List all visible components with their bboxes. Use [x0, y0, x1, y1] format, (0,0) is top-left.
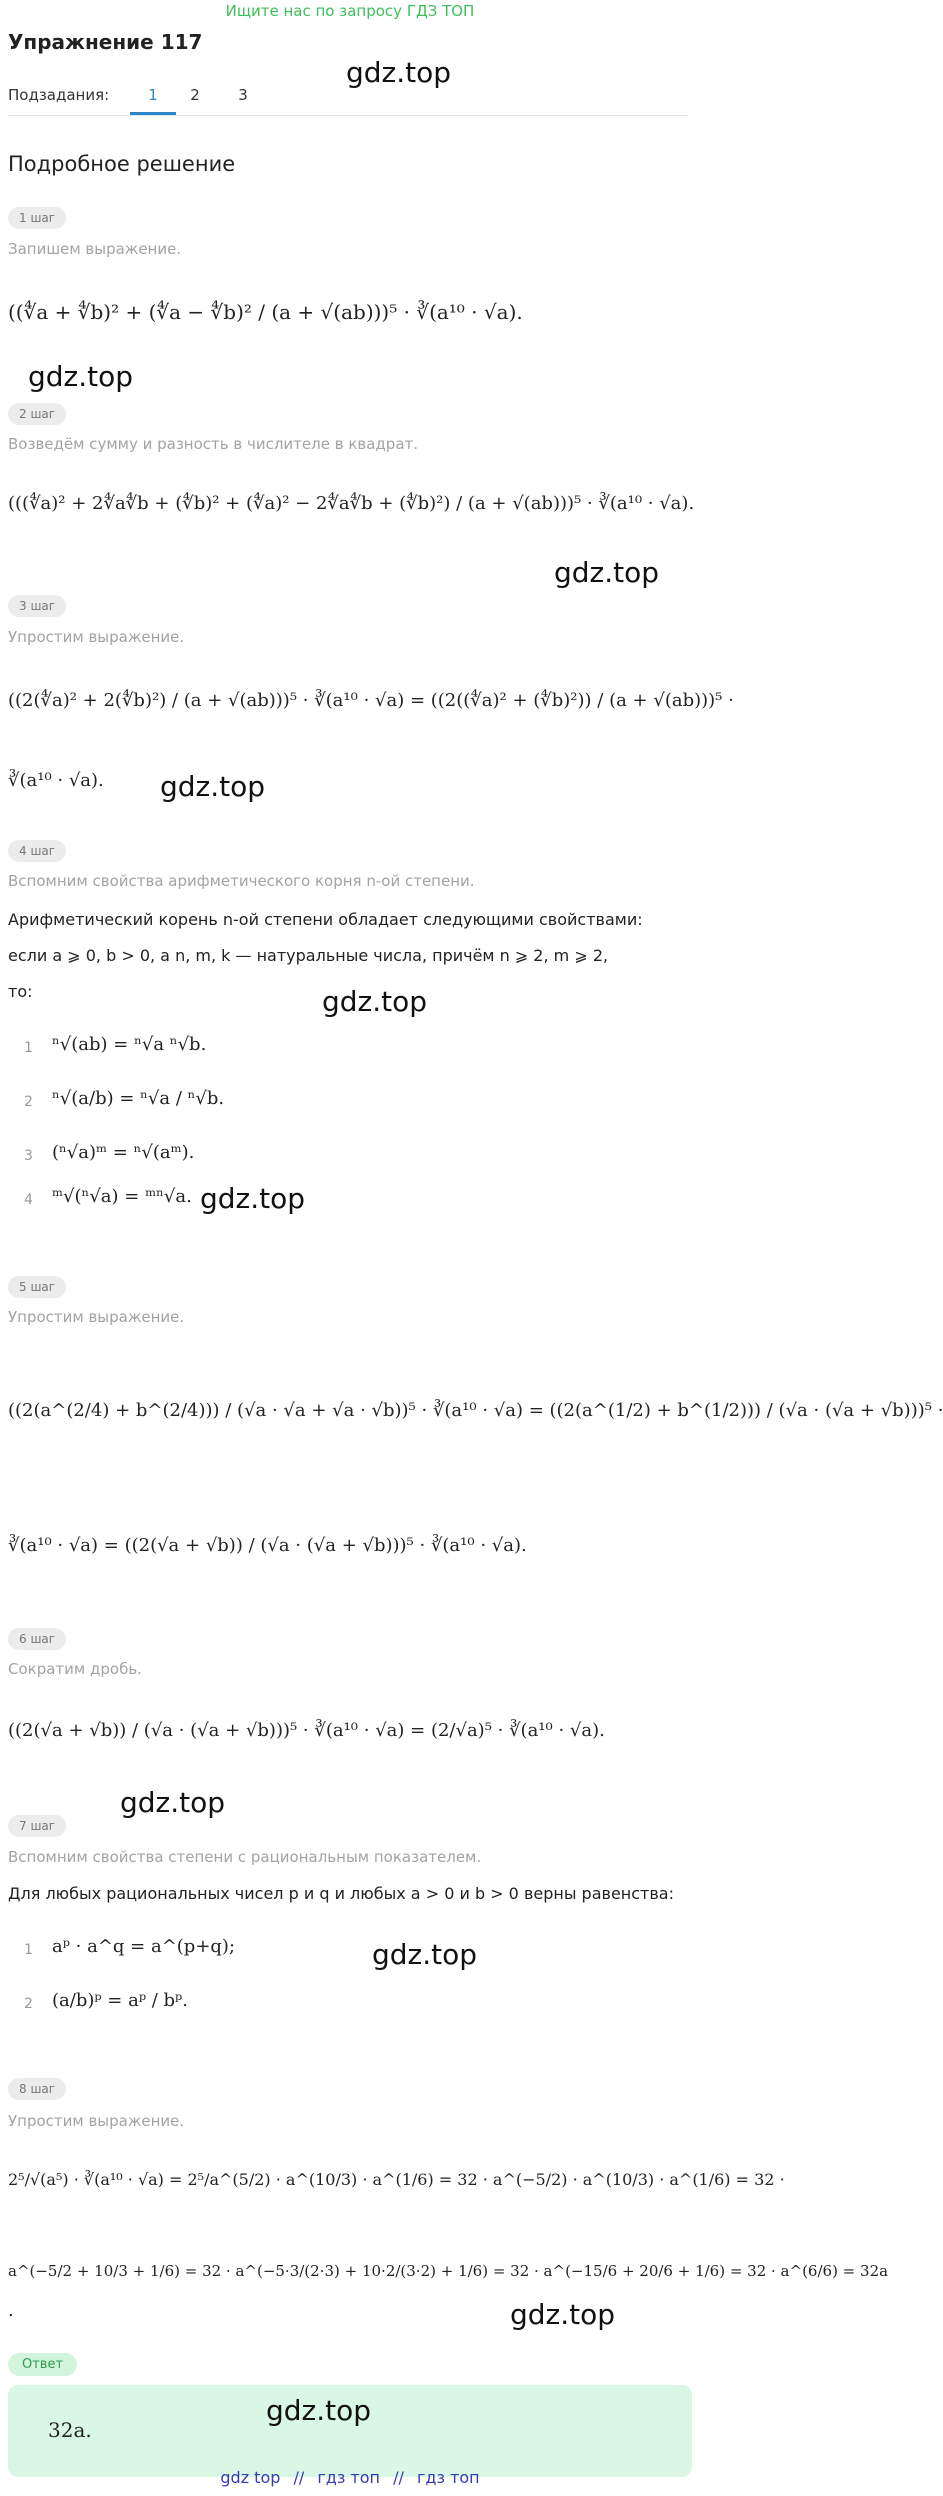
top-banner[interactable]: Ищите нас по запросу ГДЗ ТОП — [225, 2, 475, 20]
answer-badge: Ответ — [8, 2353, 77, 2376]
watermark: gdz.top — [28, 360, 134, 393]
watermark: gdz.top — [160, 770, 266, 803]
step-badge-4: 4 шаг — [8, 840, 66, 862]
footer-links — [0, 2468, 700, 2487]
property-number-3: 3 — [24, 1148, 33, 1164]
subtasks-label: Подзадания: — [8, 86, 110, 104]
footer-separator: // — [293, 2468, 305, 2487]
root-property-2: ⁿ√(a/b) = ⁿ√a / ⁿ√b. — [52, 1088, 225, 1109]
footer-link-1[interactable]: gdz top — [220, 2468, 281, 2487]
step-formula-5: ((2(a^(2/4) + b^(2/4))) / (√a · √a + √a · √b))⁵ · ∛(a¹⁰ · √a) = ((2(a^(1/2) + b^(1/2))) / (√a · (√a + √b)))⁵ · — [8, 1400, 943, 1421]
answer-value: 32a. — [48, 2418, 92, 2442]
step-caption-5: Упростим выражение. — [8, 1308, 185, 1326]
step-formula-3: ((2(∜a)² + 2(∜b)²) / (a + √(ab)))⁵ · ∛(a¹⁰ · √a) = ((2((∜a)² + (∜b)²)) / (a + √(ab)))⁵ · — [8, 690, 734, 711]
watermark: gdz.top — [322, 985, 428, 1018]
step-text-7: Для любых рациональных чисел p и q и любых a > 0 и b > 0 верны равенства: — [8, 1884, 674, 1903]
watermark: gdz.top — [346, 56, 452, 89]
exercise-title: Упражнение 117 — [8, 30, 203, 54]
step-badge-3: 3 шаг — [8, 595, 66, 617]
step-text-4c: то: — [8, 982, 33, 1001]
watermark: gdz.top — [554, 556, 660, 589]
step-badge-6: 6 шаг — [8, 1628, 66, 1650]
footer-link-3[interactable]: гдз топ — [416, 2468, 480, 2487]
power-property-2: (a/b)ᵖ = aᵖ / bᵖ. — [52, 1990, 188, 2011]
subtask-tab-1[interactable]: 1 — [148, 86, 158, 104]
step-formula-2: (((∜a)² + 2∜a∜b + (∜b)² + (∜a)² − 2∜a∜b + (∜b)²) / (a + √(ab)))⁵ · ∛(a¹⁰ · √a). — [8, 493, 695, 514]
step-formula-1: ((∜a + ∜b)² + (∜a − ∜b)² / (a + √(ab)))⁵ · ∛(a¹⁰ · √a). — [8, 300, 523, 324]
power-property-1: aᵖ · a^q = a^(p+q); — [52, 1936, 236, 1957]
watermark: gdz.top — [200, 1182, 306, 1215]
root-property-1: ⁿ√(ab) = ⁿ√a ⁿ√b. — [52, 1034, 207, 1055]
step-caption-6: Сократим дробь. — [8, 1660, 142, 1678]
step-caption-4: Вспомним свойства арифметического корня n-ой степени. — [8, 872, 475, 890]
footer-link-2[interactable]: гдз топ — [317, 2468, 380, 2487]
property-number-1: 1 — [24, 1040, 33, 1056]
property-number-4: 4 — [24, 1192, 33, 1208]
step-caption-8: Упростим выражение. — [8, 2112, 185, 2130]
step-badge-1: 1 шаг — [8, 207, 66, 229]
watermark: gdz.top — [372, 1938, 478, 1971]
subtask-tab-3[interactable]: 3 — [238, 86, 248, 104]
step-formula-5-cont: ∛(a¹⁰ · √a) = ((2(√a + √b)) / (√a · (√a + √b)))⁵ · ∛(a¹⁰ · √a). — [8, 1535, 527, 1556]
step-formula-8-end: . — [8, 2300, 14, 2321]
property-number-2: 2 — [24, 1094, 33, 1110]
property-number-2: 2 — [24, 1996, 33, 2012]
step-badge-7: 7 шаг — [8, 1815, 66, 1837]
property-number-1: 1 — [24, 1942, 33, 1958]
step-formula-8-cont: a^(−5/2 + 10/3 + 1/6) = 32 · a^(−5·3/(2·3) + 10·2/(3·2) + 1/6) = 32 · a^(−15/6 + 20/6 + 1/6) = 32 · a^(6/6) = 32a — [8, 2262, 889, 2280]
subtask-tab-2[interactable]: 2 — [190, 86, 200, 104]
watermark: gdz.top — [510, 2298, 616, 2331]
step-text-4b: если a ⩾ 0, b > 0, а n, m, k — натуральные числа, причём n ⩾ 2, m ⩾ 2, — [8, 946, 609, 965]
step-text-4a: Арифметический корень n-ой степени обладает следующими свойствами: — [8, 910, 643, 929]
step-caption-1: Запишем выражение. — [8, 240, 182, 258]
step-caption-2: Возведём сумму и разность в числителе в квадрат. — [8, 435, 419, 453]
watermark: gdz.top — [120, 1786, 226, 1819]
root-property-4: ᵐ√(ⁿ√a) = ᵐⁿ√a. — [52, 1186, 192, 1207]
watermark: gdz.top — [266, 2394, 372, 2427]
step-badge-2: 2 шаг — [8, 403, 66, 425]
step-formula-3-cont: ∛(a¹⁰ · √a). — [8, 770, 104, 791]
root-property-3: (ⁿ√a)ᵐ = ⁿ√(aᵐ). — [52, 1142, 195, 1163]
footer-separator: // — [393, 2468, 404, 2487]
step-badge-8: 8 шаг — [8, 2078, 66, 2100]
step-formula-8: 2⁵/√(a⁵) · ∛(a¹⁰ · √a) = 2⁵/a^(5/2) · a^(10/3) · a^(1/6) = 32 · a^(−5/2) · a^(10/3) · a^(1/6) = 32 · — [8, 2170, 785, 2189]
tabs-divider — [8, 115, 688, 116]
step-caption-3: Упростим выражение. — [8, 628, 185, 646]
step-badge-5: 5 шаг — [8, 1276, 66, 1298]
step-caption-7: Вспомним свойства степени с рациональным показателем. — [8, 1848, 482, 1866]
section-title: Подробное решение — [8, 152, 236, 176]
step-formula-6: ((2(√a + √b)) / (√a · (√a + √b)))⁵ · ∛(a¹⁰ · √a) = (2/√a)⁵ · ∛(a¹⁰ · √a). — [8, 1720, 605, 1741]
